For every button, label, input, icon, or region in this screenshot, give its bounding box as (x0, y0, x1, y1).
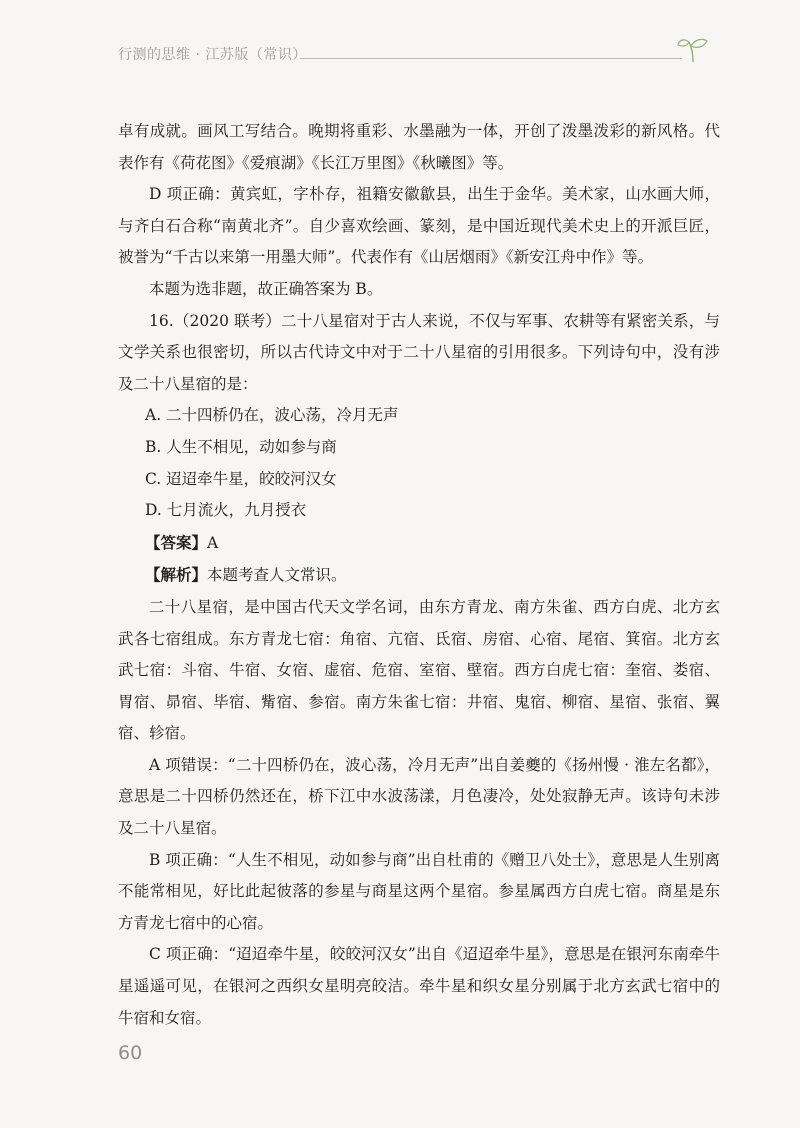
explanation-paragraph: B 项正确：“人生不相见，动如参与商”出自杜甫的《赠卫八处士》，意思是人生别离不能常相见，好比此起彼落的参星与商星这两个星宿。参星属西方白虎七宿。商星是东方青龙七宿中的心宿。 (118, 850, 720, 932)
option-a: A. 二十四桥仍在，波心荡，冷月无声 (145, 406, 399, 425)
running-head: 行测的思维 · 江苏版（常识） (118, 47, 307, 63)
analysis-label: 【解析】 (145, 565, 208, 585)
analysis-text: 本题考查人文常识。 (207, 566, 347, 585)
page-body (118, 116, 720, 1034)
explanation-paragraph: A 项错误：“二十四桥仍在，波心荡，冷月无声”出自姜夔的《扬州慢 · 淮左名都》，意思是二十四桥仍然还在，桥下江中水波荡漾，月色凄冷，处处寂静无声。该诗句未涉及二十八星宿。 (118, 755, 720, 838)
answer-value: A (207, 533, 219, 552)
analysis-line (118, 559, 720, 592)
answer-summary: 本题为选非题，故正确答案为 B。 (149, 279, 383, 298)
option-c: C. 迢迢牵牛星，皎皎河汉女 (145, 469, 337, 488)
explanation-paragraph: 二十八星宿，是中国古代天文学名词，由东方青龙、南方朱雀、西方白虎、北方玄武各七宿组成。东方青龙七宿：角宿、亢宿、氐宿、房宿、心宿、尾宿、箕宿。北方玄武七宿：斗宿、牛宿、女宿、虚宿、危宿、室宿、壁宿。西方白虎七宿：奎宿、娄宿、胃宿、昴宿、毕宿、觜宿、参宿。南方朱雀七宿：井宿、鬼宿、柳宿、星宿、张宿、翼宿、轸宿。 (118, 597, 720, 743)
option-b: B. 人生不相见，动如参与商 (145, 437, 337, 456)
option-d: D. 七月流火，九月授衣 (145, 501, 307, 520)
paragraph-continuation: 卓有成就。画风工写结合。晚期将重彩、水墨融为一体，开创了泼墨泼彩的新风格。代表作有《荷花图》《爱痕湖》《长江万里图》《秋曦图》等。 (118, 122, 720, 172)
question-16: 16.（2020 联考）二十八星宿对于古人来说，不仅与军事、农耕等有紧密关系，与文学关系也很密切，所以古代诗文中对于二十八星宿的引用很多。下列诗句中，没有涉及二十八星宿的是： (118, 311, 720, 393)
sprout-icon (676, 36, 710, 64)
answer-line (118, 527, 720, 560)
header-rule (300, 58, 682, 59)
page-number: 60 (118, 1042, 143, 1064)
option-d-explanation: D 项正确：黄宾虹，字朴存，祖籍安徽歙县，出生于金华。美术家，山水画大师，与齐白石合称“南黄北齐”。自少喜欢绘画、篆刻，是中国近现代美术史上的开派巨匠，被誉为“千古以来第一用墨大师”。代表作有《山居烟雨》《新安江舟中作》等。 (118, 185, 720, 267)
answer-label: 【答案】 (145, 532, 208, 552)
explanation-paragraph: C 项正确：“迢迢牵牛星，皎皎河汉女”出自《迢迢牵牛星》，意思是在银河东南牵牛星遥遥可见，在银河之西织女星明亮皎洁。牵牛星和织女星分别属于北方玄武七宿中的牛宿和女宿。 (118, 945, 720, 1027)
